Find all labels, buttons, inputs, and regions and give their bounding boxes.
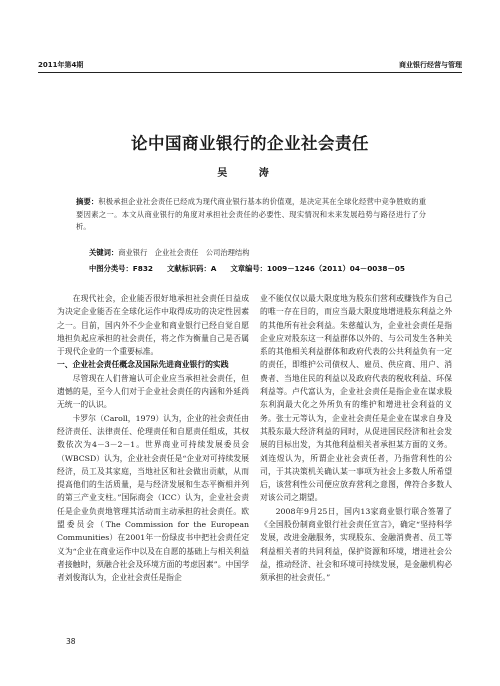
header-rule xyxy=(38,72,462,73)
issue-label: 2011年第4期 xyxy=(38,61,84,69)
right-column xyxy=(260,292,452,585)
page-number: 38 xyxy=(66,637,76,646)
running-header xyxy=(38,60,462,70)
keywords-label: 关键词： xyxy=(89,248,119,257)
author-name: 吴 涛 xyxy=(217,168,283,179)
abstract xyxy=(76,196,426,234)
keywords xyxy=(89,248,250,258)
left-column xyxy=(57,292,249,585)
classification-line xyxy=(89,264,405,274)
section-heading: 一、企业社会责任概念及国际先进商业银行的实践 xyxy=(57,360,229,370)
article-title: 论中国商业银行的企业社会责任 xyxy=(131,134,369,153)
article-number: 文章编号：1009－1246（2011）04－0038－05 xyxy=(230,264,405,273)
body-paragraph: 尽管现在人们普遍认可企业应当承担社会责任，但遗憾的是，至今人们对于企业社会责任的内涵和外延尚无统一的认识。 xyxy=(57,373,249,410)
body-paragraph: 业不能仅仅以最大限度地为股东们营利或赚钱作为自己的唯一存在目的，而应当最大限度地增进股东利益之外的其他所有社会利益。朱慈蕴认为，企业社会责任是指企业应对股东这一利益群体以外的、与公司发生各种关系的其他相关利益群体和政府代表的公共利益负有一定的责任，即维护公司债权人、雇员、供应商、用户、消费者、当地住民的利益以及政府代表的税收利益、环保利益等。卢代富认为，企业社会责任是指企业在谋求股东利润最大化之外所负有的维护和增进社会利益的义务。张士元等认为，企业社会责任是企业在谋求自身及其股东最大经济利益的同时，从促进国民经济和社会发展的目标出发，为其他利益相关者承担某方面的义务。刘连煜认为，所谓企业社会责任者，乃指营利性的公司，于其决策机关确认某一事项为社会上多数人所希望后，该营利性公司便应放弃营利之意图，俾符合多数人对该公司之期望。 xyxy=(260,294,452,503)
abstract-text: 积极承担企业社会责任已经成为现代商业银行基本的价值观，是决定其在全球化经营中竞争胜败的重要因素之一。本文从商业银行的角度对承担社会责任的必要性、现实情况和未来发展趋势与路径进行了分析。 xyxy=(76,197,427,232)
body-paragraph: 2008年9月25日，国内13家商业银行联合签署了《全国股份制商业银行社会责任宣言》，确定“坚持科学发展，改进金融服务，实现股东、金融消费者、员工等利益相关者的共同利益，保护资源和环境，增进社会公益，推动经济、社会和环境可持续发展，是金融机构必须承担的社会责任。” xyxy=(260,506,452,583)
body-paragraph: 在现代社会，企业能否很好地承担社会责任日益成为决定企业能否在全球化运作中取得成功的决定性因素之一。目前，国内外不少企业和商业银行已经自觉自愿地担负起应承担的社会责任，将之作为衡量自己是否属于现代企业的一个重要标准。 xyxy=(57,294,249,357)
journal-name: 商业银行经营与管理 xyxy=(399,61,462,69)
abstract-label: 摘要： xyxy=(76,197,99,206)
body-paragraph: 卡罗尔（Caroll，1979）认为，企业的社会责任由经济责任、法律责任、伦理责任和自愿责任组成，其权数依次为4－3－2－1。世界商业可持续发展委员会（WBCSD）认为，企业社会责任是“企业对可持续发展经济，员工及其家庭，当地社区和社会做出贡献，从而提高他们的生活质量，是与经济发展和生态平衡相并列的第三产业支柱。”国际商会（ICC）认为，企业社会责任是企业负责地管理其活动而主动承担的社会责任。欧盟委员会（The Commission for the European Communities）在2001年一份绿皮书中把社会责任定义为“企业在商业运作中以及在自愿的基础上与相关利益者接触时，须融合社会及环境方面的考虑因素”。中国学者刘俊海认为，企业社会责任是指企 xyxy=(57,413,250,583)
clc-number: 中图分类号：F832 xyxy=(89,264,153,273)
document-code: 文献标识码：A xyxy=(167,264,217,273)
keywords-text: 商业银行 企业社会责任 公司治理结构 xyxy=(118,248,250,257)
